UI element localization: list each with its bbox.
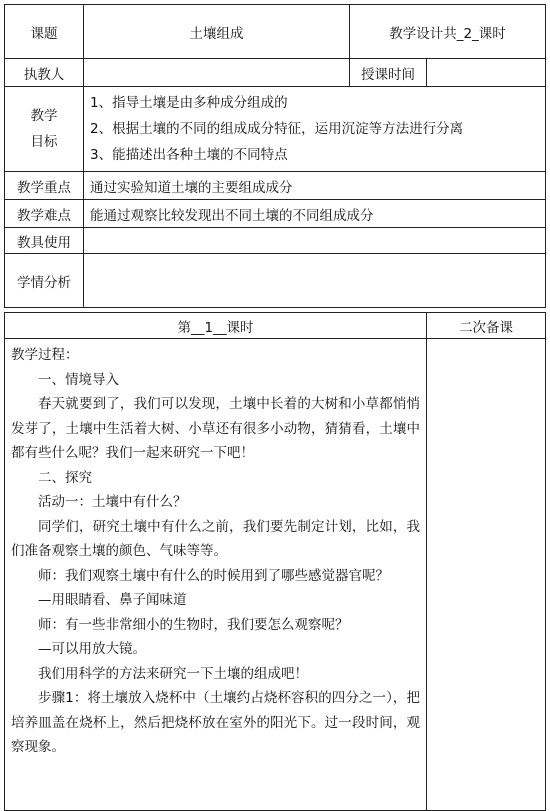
process-line: 二、探究 <box>38 469 92 486</box>
subject-value: 土壤组成 <box>84 5 350 59</box>
process-heading: 教学过程： <box>11 347 79 363</box>
goal-item: 2、根据土壤的不同的组成成分特征，运用沉淀等方法进行分离 <box>90 121 464 137</box>
process-line: 师：有一些非常细小的生物时，我们要怎么观察呢？ <box>38 616 349 633</box>
difficulty-value: 能通过观察比较发现出不同土壤的不同组成成分 <box>84 200 546 228</box>
process-line: 春天就要到了，我们可以发现，土壤中长着的大树和小草都悄悄发芽了，土壤中生活着大树、小草还有很多小动物，猜猜看，土壤中都有些什么呢？我们一起来研究一下吧！ <box>11 396 420 461</box>
goals-label-line2: 目标 <box>30 134 58 150</box>
analysis-value <box>84 254 546 308</box>
lesson-title: 第__1__课时 <box>5 313 427 339</box>
time-value <box>427 59 546 87</box>
process-line: —用眼睛看、鼻子闻味道 <box>38 592 187 608</box>
tools-label: 教具使用 <box>5 228 84 254</box>
process-line: 师：我们观察土壤中有什么的时候用到了哪些感觉器官呢？ <box>38 567 389 584</box>
secondary-prep-area <box>427 339 546 811</box>
tools-value <box>84 228 546 254</box>
goal-item: 3、能描述出各种土壤的不同特点 <box>90 147 288 163</box>
analysis-label: 学情分析 <box>5 254 84 308</box>
secondary-prep-label: 二次备课 <box>427 313 546 339</box>
key-point-value: 通过实验知道土壤的主要组成成分 <box>84 172 546 200</box>
process-line: —可以用放大镜。 <box>38 641 146 657</box>
difficulty-label: 教学难点 <box>5 200 84 228</box>
goals-label-line1: 教学 <box>30 108 58 124</box>
key-point-label: 教学重点 <box>5 172 84 200</box>
process-line: 步骤1：将土壤放入烧杯中（土壤约占烧杯容积的四分之一），把培养皿盖在烧杯上，然后把烧杯放在室外的阳光下。过一段时间，观察现象。 <box>11 690 420 755</box>
process-line: 我们用科学的方法来研究一下土壤的组成吧！ <box>38 665 308 682</box>
goals-label <box>5 87 84 172</box>
lesson-plan-header-table <box>4 4 546 308</box>
lesson-process-table <box>4 312 546 811</box>
time-label: 授课时间 <box>350 59 427 87</box>
process-line: 一、情境导入 <box>38 371 119 388</box>
goal-item: 1、指导土壤是由多种成分组成的 <box>90 95 288 111</box>
process-line: 活动一：土壤中有什么？ <box>38 494 187 510</box>
teacher-value <box>84 59 350 87</box>
process-line: 同学们，研究土壤中有什么之前，我们要先制定计划，比如，我们准备观察土壤的颜色、气味等等。 <box>11 518 420 559</box>
teacher-label: 执教人 <box>5 59 84 87</box>
subject-label: 课题 <box>5 5 84 59</box>
goals-list <box>84 87 546 172</box>
periods-text: 教学设计共_2_课时 <box>350 5 546 59</box>
teaching-process <box>5 339 427 811</box>
